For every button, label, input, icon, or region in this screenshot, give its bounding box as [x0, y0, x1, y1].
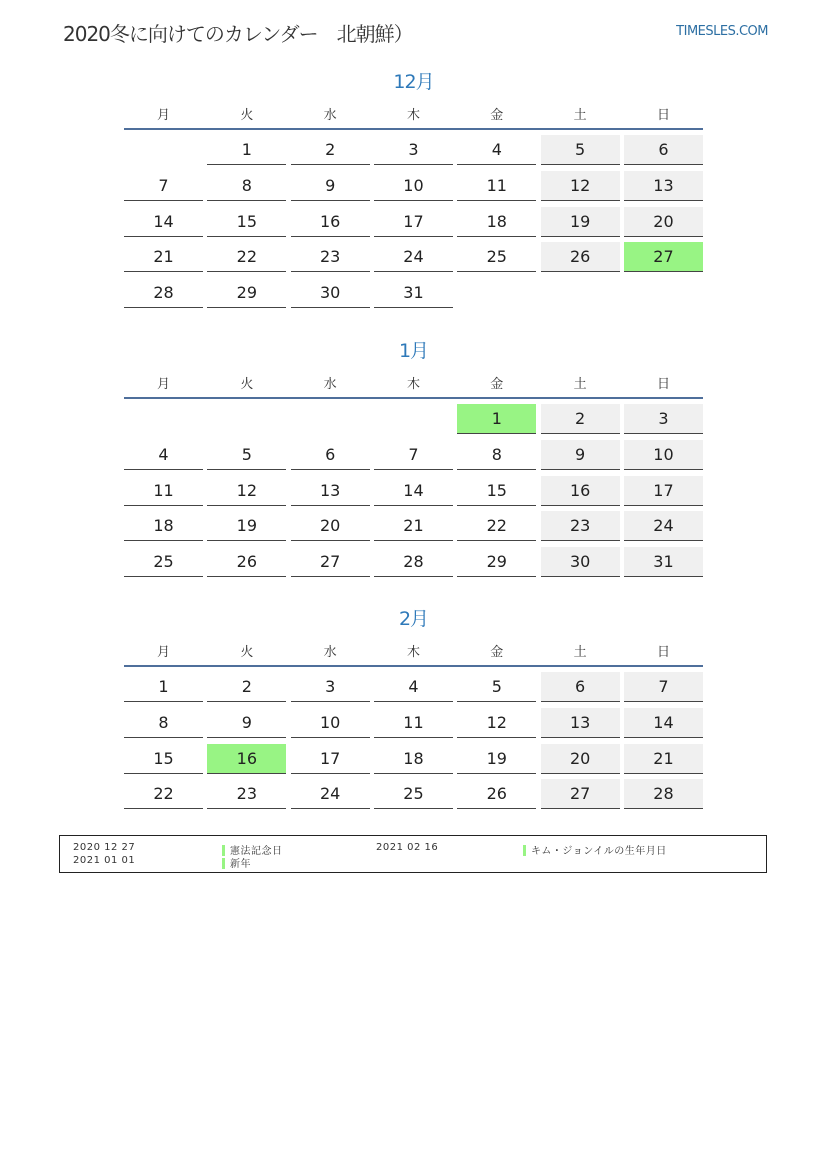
day-cell[interactable]: 17 — [624, 476, 703, 506]
weekday-label: 火 — [240, 376, 254, 392]
header-divider — [124, 397, 703, 399]
weekday-label: 日 — [656, 376, 670, 392]
day-cell[interactable]: 21 — [124, 242, 203, 272]
empty-day-cell — [124, 135, 203, 165]
calendar-december — [124, 68, 703, 308]
day-cell[interactable]: 27 — [624, 242, 703, 272]
day-cell[interactable]: 6 — [291, 440, 370, 470]
day-cell[interactable]: 28 — [124, 278, 203, 308]
day-cell[interactable]: 11 — [457, 171, 536, 201]
day-cell[interactable]: 9 — [207, 708, 286, 738]
day-cell[interactable]: 14 — [124, 207, 203, 237]
day-cell[interactable]: 24 — [291, 779, 370, 809]
day-cell[interactable]: 12 — [541, 171, 620, 201]
day-cell[interactable]: 8 — [457, 440, 536, 470]
weekday-label: 月 — [156, 644, 170, 660]
header-divider — [124, 128, 703, 130]
legend-label: 憲法記念日 — [230, 846, 283, 857]
day-cell[interactable]: 18 — [374, 744, 453, 774]
day-cell[interactable]: 6 — [541, 672, 620, 702]
day-cell[interactable]: 15 — [207, 207, 286, 237]
day-cell[interactable]: 4 — [457, 135, 536, 165]
weekday-label: 火 — [240, 107, 254, 123]
day-cell[interactable]: 25 — [374, 779, 453, 809]
day-cell[interactable]: 19 — [207, 511, 286, 541]
day-cell[interactable]: 4 — [124, 440, 203, 470]
day-cell[interactable]: 2 — [207, 672, 286, 702]
day-cell[interactable]: 19 — [541, 207, 620, 237]
day-cell[interactable]: 18 — [124, 511, 203, 541]
weekday-header — [124, 637, 703, 663]
day-cell[interactable]: 26 — [207, 547, 286, 577]
day-cell[interactable]: 16 — [541, 476, 620, 506]
weekday-label: 金 — [490, 107, 504, 123]
day-cell[interactable]: 3 — [291, 672, 370, 702]
day-cell[interactable]: 30 — [291, 278, 370, 308]
weekday-header — [124, 100, 703, 126]
day-cell[interactable]: 29 — [457, 547, 536, 577]
day-cell[interactable]: 13 — [291, 476, 370, 506]
day-cell[interactable]: 6 — [624, 135, 703, 165]
day-cell[interactable]: 10 — [291, 708, 370, 738]
day-cell[interactable]: 19 — [457, 744, 536, 774]
day-cell[interactable]: 8 — [207, 171, 286, 201]
legend-holiday-name — [222, 855, 251, 870]
day-cell[interactable]: 7 — [124, 171, 203, 201]
day-cell[interactable]: 5 — [207, 440, 286, 470]
day-cell[interactable]: 1 — [124, 672, 203, 702]
day-cell[interactable]: 21 — [374, 511, 453, 541]
page-title: 2020冬に向けてのカレンダー 北朝鮮） — [63, 22, 413, 46]
day-cell[interactable]: 11 — [374, 708, 453, 738]
day-cell[interactable]: 17 — [374, 207, 453, 237]
holiday-legend — [59, 835, 767, 873]
day-cell[interactable]: 28 — [624, 779, 703, 809]
day-cell[interactable]: 29 — [207, 278, 286, 308]
month-title: 2月 — [398, 608, 429, 630]
month-title: 1月 — [398, 340, 429, 362]
weekday-label: 日 — [656, 107, 670, 123]
calendar-january — [124, 337, 703, 577]
day-cell[interactable]: 26 — [457, 779, 536, 809]
weekday-label: 土 — [573, 644, 587, 660]
day-grid — [124, 404, 703, 577]
legend-date: 2021 01 01 — [73, 855, 136, 866]
weekday-header — [124, 369, 703, 395]
day-cell[interactable]: 10 — [624, 440, 703, 470]
day-cell[interactable]: 27 — [291, 547, 370, 577]
empty-day-cell — [457, 278, 536, 308]
day-cell[interactable]: 7 — [624, 672, 703, 702]
weekday-label: 火 — [240, 644, 254, 660]
day-cell[interactable]: 23 — [207, 779, 286, 809]
day-cell[interactable]: 17 — [291, 744, 370, 774]
header-divider — [124, 665, 703, 667]
day-cell[interactable]: 9 — [541, 440, 620, 470]
day-cell[interactable]: 21 — [624, 744, 703, 774]
day-cell[interactable]: 26 — [541, 242, 620, 272]
day-grid — [124, 672, 703, 809]
weekday-label: 月 — [156, 107, 170, 123]
day-cell[interactable]: 13 — [541, 708, 620, 738]
day-cell[interactable]: 18 — [457, 207, 536, 237]
weekday-label: 水 — [323, 107, 337, 123]
day-cell[interactable]: 22 — [457, 511, 536, 541]
day-cell[interactable]: 3 — [624, 404, 703, 434]
day-cell[interactable]: 5 — [457, 672, 536, 702]
day-cell[interactable]: 14 — [374, 476, 453, 506]
day-cell[interactable]: 12 — [207, 476, 286, 506]
legend-date: 2021 02 16 — [376, 842, 439, 853]
day-cell[interactable]: 20 — [291, 511, 370, 541]
day-cell[interactable]: 23 — [541, 511, 620, 541]
legend-label: 新年 — [230, 859, 251, 870]
day-cell[interactable]: 24 — [624, 511, 703, 541]
day-cell[interactable]: 15 — [124, 744, 203, 774]
legend-holiday-name — [523, 842, 667, 857]
site-brand[interactable]: TIMESLES.COM — [676, 24, 768, 39]
day-cell[interactable]: 2 — [291, 135, 370, 165]
day-cell[interactable]: 9 — [291, 171, 370, 201]
day-cell[interactable]: 22 — [207, 242, 286, 272]
day-cell[interactable]: 23 — [291, 242, 370, 272]
day-cell[interactable]: 31 — [624, 547, 703, 577]
day-cell[interactable]: 15 — [457, 476, 536, 506]
day-cell[interactable]: 13 — [624, 171, 703, 201]
day-cell[interactable]: 20 — [541, 744, 620, 774]
day-cell[interactable]: 1 — [457, 404, 536, 434]
day-cell[interactable]: 3 — [374, 135, 453, 165]
day-cell[interactable]: 7 — [374, 440, 453, 470]
weekday-label: 水 — [323, 644, 337, 660]
weekday-label: 金 — [490, 644, 504, 660]
day-cell[interactable]: 1 — [207, 135, 286, 165]
day-cell[interactable]: 11 — [124, 476, 203, 506]
weekday-label: 土 — [573, 376, 587, 392]
day-cell[interactable]: 24 — [374, 242, 453, 272]
day-cell[interactable]: 4 — [374, 672, 453, 702]
day-cell[interactable]: 30 — [541, 547, 620, 577]
day-cell[interactable]: 28 — [374, 547, 453, 577]
weekday-label: 土 — [573, 107, 587, 123]
weekday-label: 水 — [323, 376, 337, 392]
weekday-label: 木 — [406, 376, 420, 392]
day-cell[interactable]: 5 — [541, 135, 620, 165]
empty-day-cell — [291, 404, 370, 434]
day-grid — [124, 135, 703, 308]
day-cell[interactable]: 16 — [291, 207, 370, 237]
weekday-label: 日 — [656, 644, 670, 660]
empty-day-cell — [374, 404, 453, 434]
day-cell[interactable]: 12 — [457, 708, 536, 738]
day-cell[interactable]: 2 — [541, 404, 620, 434]
weekday-label: 月 — [156, 376, 170, 392]
day-cell[interactable]: 25 — [124, 547, 203, 577]
day-cell[interactable]: 14 — [624, 708, 703, 738]
weekday-label: 金 — [490, 376, 504, 392]
day-cell[interactable]: 25 — [457, 242, 536, 272]
calendar-february — [124, 605, 703, 809]
holiday-color-marker — [222, 858, 225, 869]
month-title: 12月 — [393, 71, 434, 93]
weekday-label: 木 — [406, 644, 420, 660]
empty-day-cell — [541, 278, 620, 308]
day-cell[interactable]: 20 — [624, 207, 703, 237]
empty-day-cell — [624, 278, 703, 308]
day-cell[interactable]: 27 — [541, 779, 620, 809]
weekday-label: 木 — [406, 107, 420, 123]
legend-label: キム・ジョンイルの生年月日 — [531, 846, 667, 857]
legend-date: 2020 12 27 — [73, 842, 136, 853]
empty-day-cell — [124, 404, 203, 434]
day-cell[interactable]: 31 — [374, 278, 453, 308]
day-cell[interactable]: 8 — [124, 708, 203, 738]
day-cell[interactable]: 22 — [124, 779, 203, 809]
day-cell[interactable]: 16 — [207, 744, 286, 774]
day-cell[interactable]: 10 — [374, 171, 453, 201]
empty-day-cell — [207, 404, 286, 434]
holiday-color-marker — [523, 845, 526, 856]
